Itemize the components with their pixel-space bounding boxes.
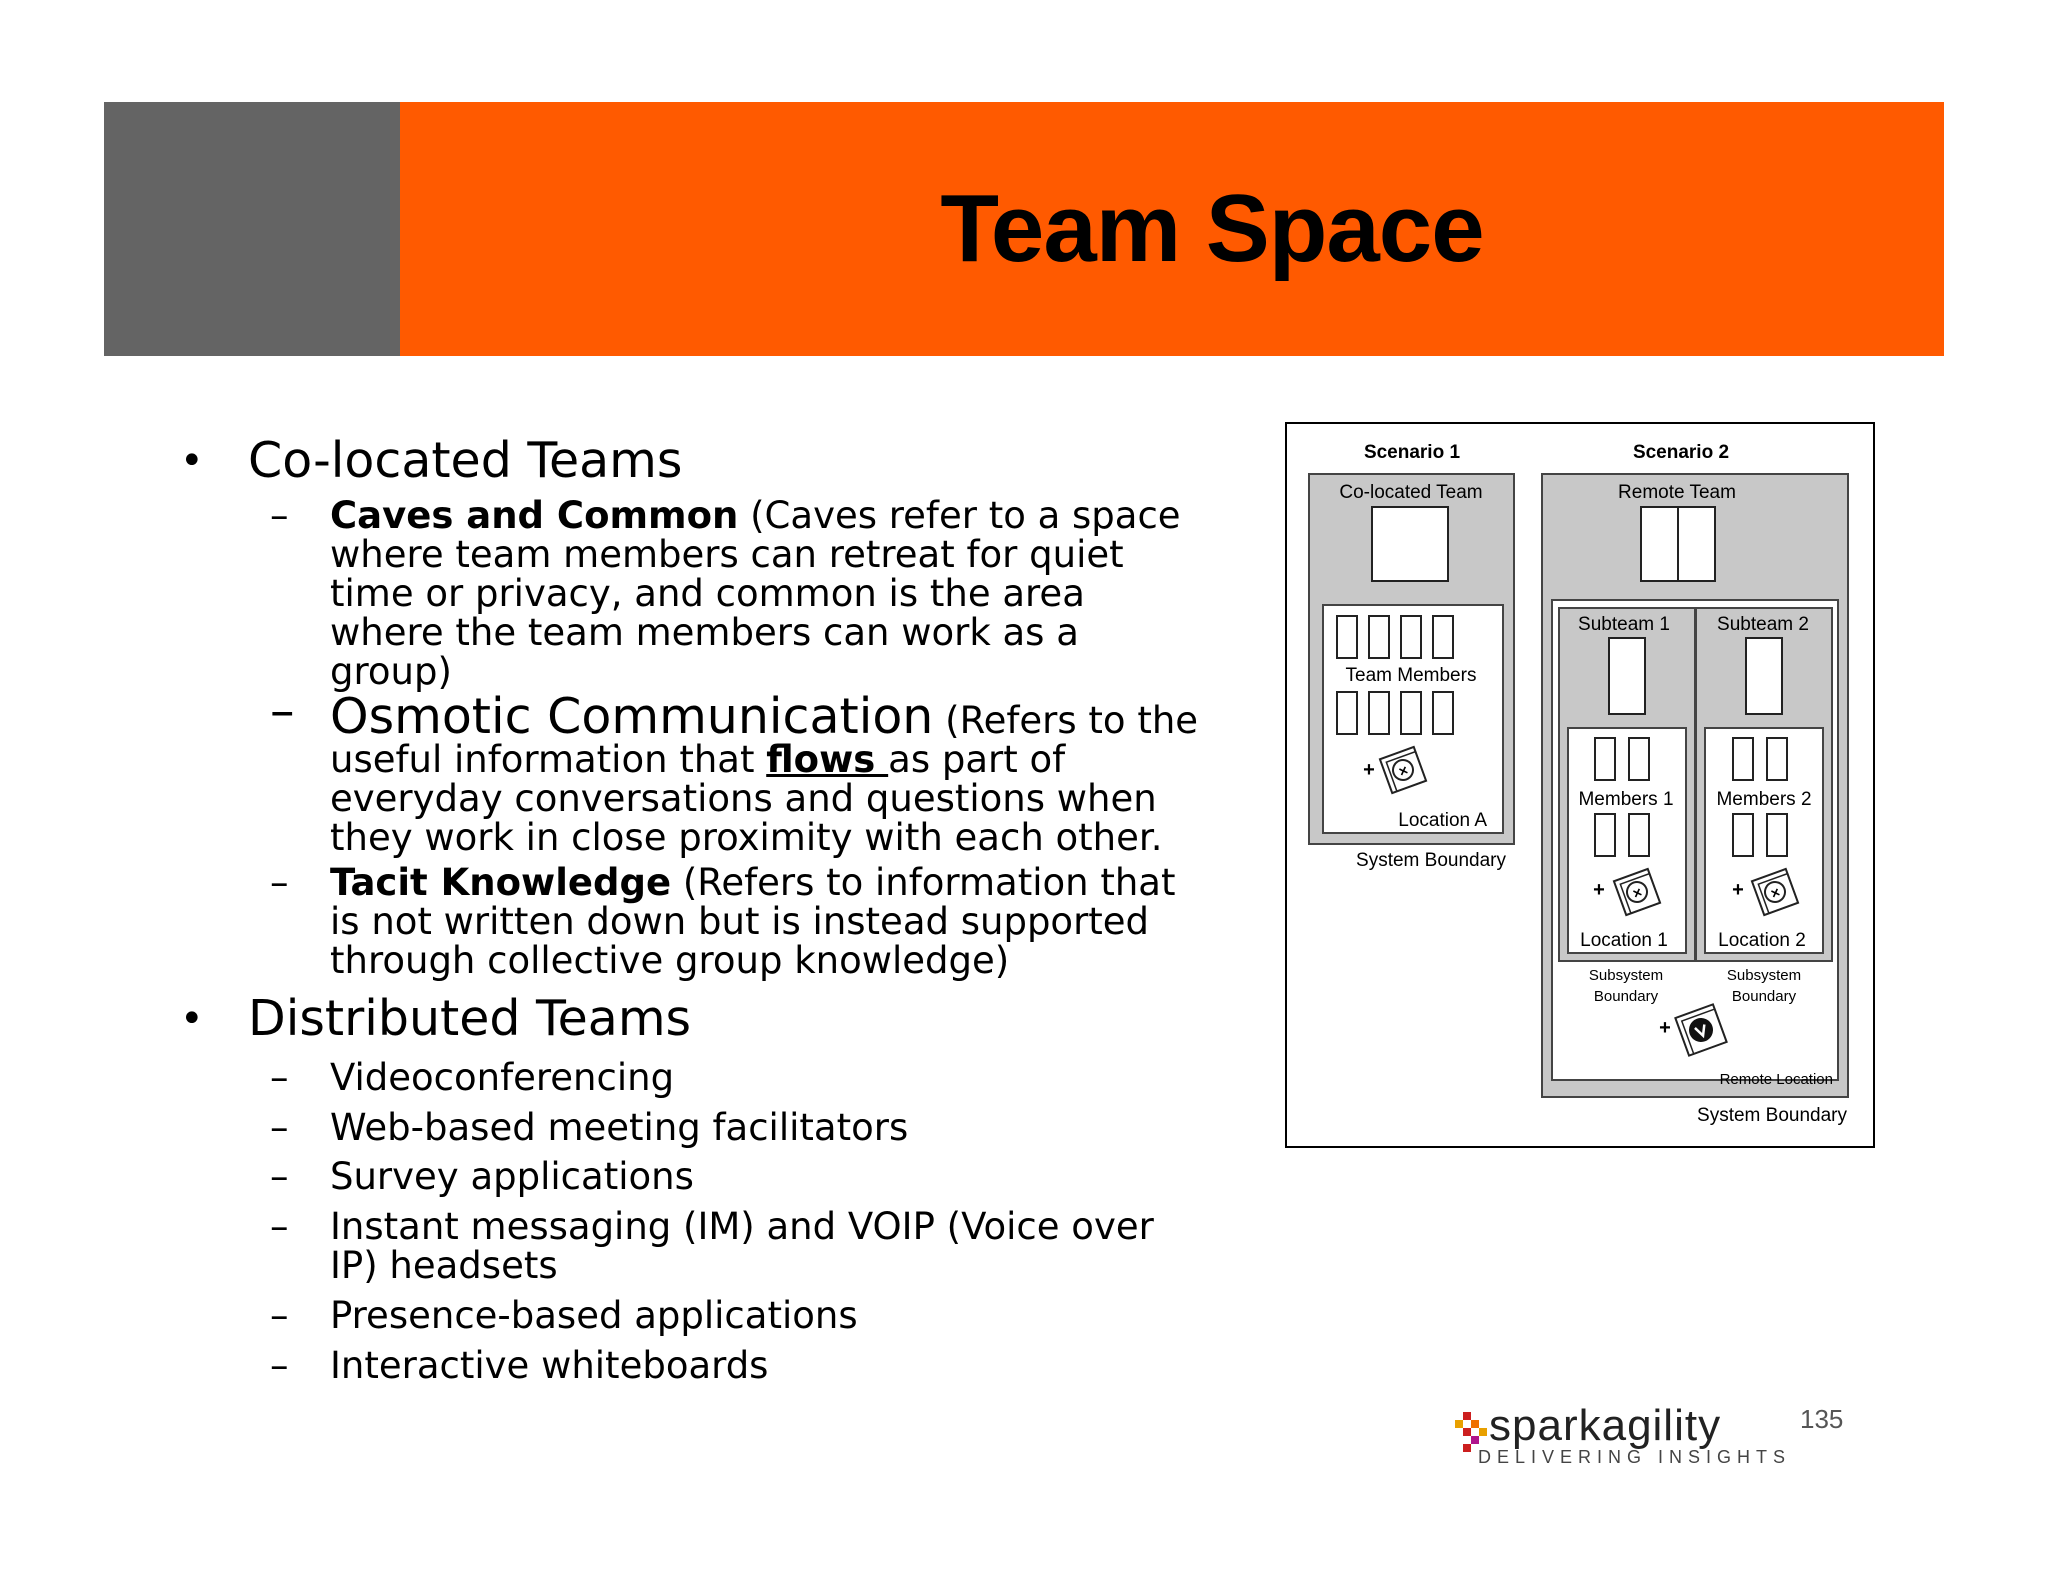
plus-label: + [1363, 759, 1375, 781]
subsystem2-line2: Boundary [1731, 988, 1797, 1005]
logo-brand-text: sparkagility [1489, 1402, 1722, 1450]
dash-icon: – [270, 494, 289, 537]
subteam1-room [1609, 638, 1645, 714]
bullet-colocated-teams: • Co-located Teams [180, 432, 683, 489]
dash-icon: – [270, 1056, 289, 1099]
sub-item-distributed: – Videoconferencing [270, 1056, 675, 1099]
sub-item-distributed: – Instant messaging (IM) and VOIP (Voice over IP) headsets [270, 1205, 1154, 1287]
sub-item-distributed: – Interactive whiteboards [270, 1344, 769, 1387]
diagram-svg [1287, 424, 1873, 1146]
dash-icon: – [270, 1155, 289, 1198]
bullet-dot-icon: • [180, 438, 204, 484]
header-title-bar [400, 102, 1944, 356]
location2-box [1705, 728, 1823, 953]
scenario1-team-label: Co-located Team [1339, 482, 1483, 503]
page-number: 135 [1800, 1404, 1844, 1434]
sub-item-distributed: – Web-based meeting facilitators [270, 1106, 909, 1149]
subsystem1-line1: Subsystem [1588, 967, 1664, 984]
slide-title: Team Space [940, 175, 1484, 282]
location-a-label: Location A [1398, 810, 1487, 831]
bullet-distributed-teams: • Distributed Teams [180, 990, 692, 1047]
content-list [170, 428, 1200, 1385]
osmotic-lead: Osmotic Communication [330, 688, 934, 745]
tacit-lead: Tacit Knowledge [330, 861, 672, 904]
svg-text:×: × [1396, 761, 1411, 781]
osmotic-emph-flows: flows [766, 738, 889, 781]
logo-tagline: DELIVERING INSIGHTS [1478, 1447, 1792, 1467]
scenario2-team-label: Remote Team [1618, 482, 1736, 503]
dash-icon: – [270, 861, 289, 904]
dash-icon: – [270, 682, 295, 739]
subsystem2-line1: Subsystem [1726, 967, 1802, 984]
subteam1-label: Subteam 1 [1578, 614, 1670, 635]
caves-common-lead: Caves and Common [330, 494, 739, 537]
subteam2-label: Subteam 2 [1717, 614, 1809, 635]
team-members-label: Team Members [1345, 665, 1477, 686]
dash-icon: – [270, 1205, 289, 1248]
plus-label: + [1593, 879, 1605, 901]
remote-location-label: Remote Location [1719, 1071, 1833, 1088]
scenario1-title: Scenario 1 [1363, 442, 1461, 463]
sub-item-distributed: – Survey applications [270, 1155, 694, 1198]
dash-icon: – [270, 1294, 289, 1337]
cave-room [1372, 507, 1448, 581]
location1-label: Location 1 [1580, 930, 1668, 951]
svg-text:×: × [1630, 883, 1645, 903]
plus-label: + [1659, 1017, 1671, 1039]
location2-label: Location 2 [1718, 930, 1806, 951]
logo-pixel-mark [1455, 1412, 1487, 1452]
dash-icon: – [270, 1106, 289, 1149]
members2-label: Members 2 [1716, 789, 1812, 810]
team-space-diagram [1285, 422, 1875, 1148]
sub-item-tacit-knowledge [170, 863, 1200, 980]
plus-label: + [1732, 879, 1744, 901]
scenario1-boundary-label: System Boundary [1356, 850, 1506, 871]
scenario2-boundary-label: System Boundary [1697, 1105, 1847, 1126]
sub-item-distributed: – Presence-based applications [270, 1294, 858, 1337]
sub-item-caves-common [170, 496, 1200, 691]
caves-common-text: (Caves refer to a space where team members can retreat for quiet time or privacy, and common is the area where the team members can work as a group) [330, 494, 1181, 693]
header-gray-block [104, 102, 400, 356]
subteam2-room [1746, 638, 1782, 714]
members1-label: Members 1 [1578, 789, 1674, 810]
scenario2-title: Scenario 2 [1632, 442, 1730, 463]
dash-icon: – [270, 1344, 289, 1387]
location1-box [1568, 728, 1686, 953]
osmotic-text-before: (Refers to the useful information that [330, 699, 1199, 781]
subsystem1-line2: Boundary [1593, 988, 1659, 1005]
tacit-text: (Refers to information that is not written down but is instead supported through collective group knowledge) [330, 861, 1176, 982]
sub-item-osmotic-communication [170, 682, 1200, 859]
bullet-dot-icon: • [180, 996, 204, 1042]
svg-text:×: × [1768, 883, 1783, 903]
osmotic-text-after: as part of everyday conversations and questions when they work in close proximity with each other. [330, 738, 1163, 859]
